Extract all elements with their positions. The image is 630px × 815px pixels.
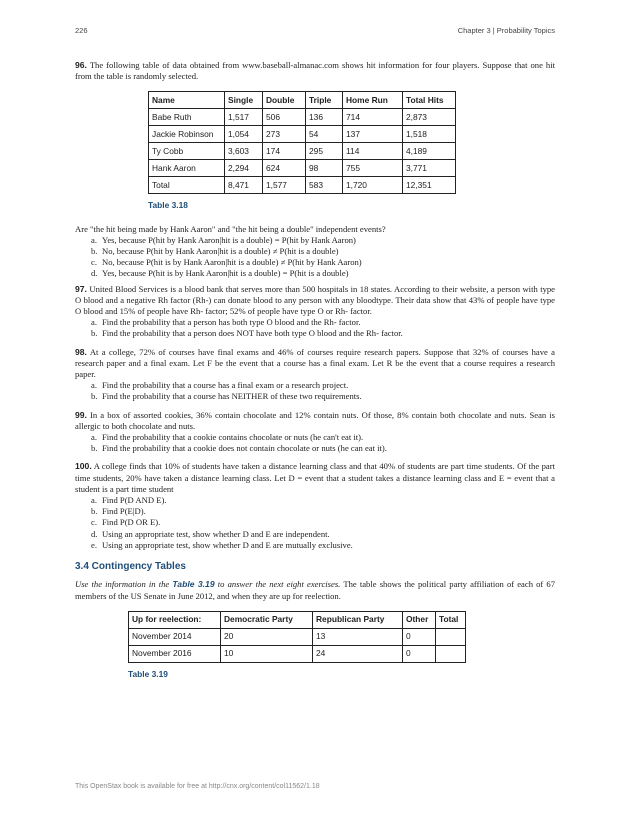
- exercise-number: 97.: [75, 283, 87, 294]
- page-content: [75, 60, 555, 680]
- item-text: Find the probability that a course has NEITHER of these two requirements.: [102, 391, 362, 402]
- table-cell: 714: [343, 109, 403, 126]
- table-caption: Table 3.19: [128, 668, 168, 679]
- answer-option: [91, 234, 555, 246]
- list-item: [91, 317, 555, 328]
- list-item: [91, 506, 555, 517]
- section-heading: 3.4 Contingency Tables: [75, 561, 186, 573]
- item-text: Find P(E|D).: [102, 506, 146, 517]
- item-text: Find the probability that a cookie contains chocolate or nuts (he can't eat it).: [102, 432, 364, 443]
- exercise-96-question: Are "the hit being made by Hank Aaron" and "the hit being a double" independent events?: [75, 223, 386, 234]
- exercise-text: The following table of data obtained from www.baseball-almanac.com shows hit information for four players. Suppose that one hit from the table is randomly selected.: [75, 60, 555, 82]
- table-cell: 295: [306, 143, 343, 160]
- exercise-text: United Blood Services is a blood bank that serves more than 500 hospitals in 18 states. According to their website, a person with type O blood and a negative Rh factor (Rh-) can donate blood to any person with any bloodtype. Their data show that 43% of people have type O blood and 15% of people have Rh- factor; 52% of people have type O or Rh- factor.: [75, 283, 555, 317]
- table-cell: Babe Ruth: [149, 109, 225, 126]
- option-letter: a.: [91, 234, 97, 245]
- list-item: [91, 495, 555, 506]
- exercise-number: 96.: [75, 60, 87, 70]
- option-letter: c.: [91, 257, 97, 268]
- table-cell: 12,351: [403, 177, 456, 194]
- exercise-98: [75, 347, 555, 381]
- column-header: Home Run: [343, 92, 403, 109]
- list-item: [91, 528, 555, 540]
- table-cell: Jackie Robinson: [149, 126, 225, 143]
- table-cell: 1,577: [263, 177, 306, 194]
- table-cell: 1,054: [225, 126, 263, 143]
- item-letter: b.: [91, 443, 98, 454]
- list-item: [91, 328, 555, 339]
- list-item: [91, 539, 555, 551]
- table-cell: 3,603: [225, 143, 263, 160]
- column-header: Total: [436, 611, 466, 628]
- table-row: [149, 160, 456, 177]
- table-cell: 1,518: [403, 126, 456, 143]
- exercise-items: [75, 317, 555, 339]
- page-header: [75, 26, 555, 38]
- table-row: [149, 143, 456, 160]
- table-cell: Ty Cobb: [149, 143, 225, 160]
- table-cell: November 2016: [129, 645, 221, 662]
- table-3-18: [148, 91, 456, 194]
- column-header: Republican Party: [313, 611, 403, 628]
- table-cell: Total: [149, 177, 225, 194]
- table-3-19: [128, 611, 466, 663]
- exercise-number: 99.: [75, 409, 87, 420]
- table-link[interactable]: Table 3.19: [172, 579, 215, 590]
- table-cell: 624: [263, 160, 306, 177]
- item-letter: b.: [91, 506, 98, 517]
- option-text: Yes, because P(hit is by Hank Aaron|hit is a double) = P(hit is a double): [102, 268, 349, 279]
- list-item: [91, 432, 555, 443]
- item-letter: a.: [91, 380, 97, 391]
- table-row: [149, 109, 456, 126]
- column-header: Democratic Party: [221, 611, 313, 628]
- table-cell: 0: [403, 645, 436, 662]
- chapter-title: Chapter 3 | Probability Topics: [457, 26, 555, 35]
- answer-option: [91, 246, 555, 257]
- table-cell: 136: [306, 109, 343, 126]
- table-cell: Hank Aaron: [149, 160, 225, 177]
- item-letter: a.: [91, 432, 97, 443]
- exercise-96: [75, 60, 555, 82]
- table-cell: 3,771: [403, 160, 456, 177]
- table-cell: 98: [306, 160, 343, 177]
- item-text: Find the probability that a cookie does not contain chocolate or nuts (he can eat it).: [102, 443, 387, 454]
- section-intro: [75, 579, 555, 601]
- answer-option: [91, 268, 555, 279]
- column-header: Double: [263, 92, 306, 109]
- table-header-row: [129, 611, 466, 628]
- exercise-number: 98.: [75, 346, 87, 357]
- option-text: Yes, because P(hit by Hank Aaron|hit is a double) = P(hit by Hank Aaron): [102, 234, 356, 245]
- table-header-row: [149, 92, 456, 109]
- table-cell: 114: [343, 143, 403, 160]
- column-header: Name: [149, 92, 225, 109]
- table-cell: 1,517: [225, 109, 263, 126]
- table-cell: [436, 645, 466, 662]
- exercise-items: [75, 380, 555, 402]
- column-header: Total Hits: [403, 92, 456, 109]
- table-row: [149, 126, 456, 143]
- table-cell: 273: [263, 126, 306, 143]
- item-text: Find the probability that a course has a final exam or a research project.: [102, 380, 349, 391]
- table-cell: 8,471: [225, 177, 263, 194]
- exercise-text: At a college, 72% of courses have final exams and 46% of courses require research papers. Suppose that 32% of courses have a research paper and a final exam. Let F be the event that a course has a final exam. Let R be the event that a course requires a research paper.: [75, 346, 555, 380]
- table-caption: Table 3.18: [148, 200, 188, 211]
- table-cell: 506: [263, 109, 306, 126]
- table-row: [129, 645, 466, 662]
- intro-lead: Use the information in the: [75, 579, 170, 590]
- table-cell: 4,189: [403, 143, 456, 160]
- exercise-items: [75, 495, 555, 551]
- column-header: Other: [403, 611, 436, 628]
- item-text: Using an appropriate test, show whether D and E are mutually exclusive.: [102, 539, 353, 550]
- intro-tail: to answer the next eight exercises.: [217, 579, 341, 590]
- option-letter: d.: [91, 268, 98, 279]
- column-header: Up for reelection:: [129, 611, 221, 628]
- item-text: Find P(D AND E).: [102, 495, 167, 506]
- table-row: [149, 177, 456, 194]
- page-number: 226: [75, 26, 88, 35]
- option-letter: b.: [91, 246, 98, 257]
- item-text: Find the probability that a person does NOT have both type O blood and the Rh- factor.: [102, 328, 403, 339]
- intro-rest: The table shows the political party affiliation of each of 67 members of the US Senate in June 2012, and when they are up for reelection.: [75, 579, 556, 601]
- table-cell: 13: [313, 628, 403, 645]
- item-letter: b.: [91, 328, 98, 339]
- exercise-text: A college finds that 10% of students have taken a distance learning class and that 40% of students are part time students. Of the part time students, 20% have taken a distance learning class. Let D = event that a student takes a distance learning class and E = event that a student is a part time student: [75, 461, 555, 494]
- table-cell: 10: [221, 645, 313, 662]
- item-letter: a.: [91, 317, 97, 328]
- exercise-text: In a box of assorted cookies, 36% contain chocolate and 12% contain nuts. Of those, 8% contain both chocolate and nuts. Sean is allergic to both chocolate and nuts.: [75, 409, 556, 431]
- table-cell: 755: [343, 160, 403, 177]
- table-cell: [436, 628, 466, 645]
- column-header: Single: [225, 92, 263, 109]
- exercise-100: [75, 461, 555, 495]
- exercise-97: [75, 284, 555, 318]
- list-item: [91, 517, 555, 528]
- list-item: [91, 391, 555, 402]
- table-cell: 0: [403, 628, 436, 645]
- answer-options: [75, 235, 555, 280]
- page-footer: This OpenStax book is available for free at http://cnx.org/content/col11562/1.18: [75, 783, 320, 790]
- exercise-number: 100.: [75, 461, 92, 472]
- table-cell: November 2014: [129, 628, 221, 645]
- table-row: [129, 628, 466, 645]
- column-header: Triple: [306, 92, 343, 109]
- item-letter: e.: [91, 539, 97, 550]
- item-text: Find the probability that a person has both type O blood and the Rh- factor.: [102, 317, 361, 328]
- exercise-99: [75, 410, 555, 432]
- item-letter: c.: [91, 517, 97, 528]
- table-cell: 20: [221, 628, 313, 645]
- list-item: [91, 380, 555, 391]
- item-text: Find P(D OR E).: [102, 517, 161, 528]
- table-cell: 54: [306, 126, 343, 143]
- table-cell: 174: [263, 143, 306, 160]
- list-item: [91, 443, 555, 454]
- table-cell: 2,294: [225, 160, 263, 177]
- item-letter: a.: [91, 495, 97, 506]
- table-cell: 2,873: [403, 109, 456, 126]
- item-text: Using an appropriate test, show whether D and E are independent.: [102, 528, 330, 539]
- answer-option: [91, 257, 555, 268]
- table-cell: 583: [306, 177, 343, 194]
- item-letter: d.: [91, 528, 98, 539]
- item-letter: b.: [91, 391, 98, 402]
- table-cell: 1,720: [343, 177, 403, 194]
- option-text: No, because P(hit by Hank Aaron|hit is a double) ≠ P(hit is a double): [102, 246, 339, 257]
- exercise-items: [75, 432, 555, 454]
- table-cell: 24: [313, 645, 403, 662]
- table-cell: 137: [343, 126, 403, 143]
- option-text: No, because P(hit is by Hank Aaron|hit is a double) ≠ P(hit by Hank Aaron): [102, 257, 362, 268]
